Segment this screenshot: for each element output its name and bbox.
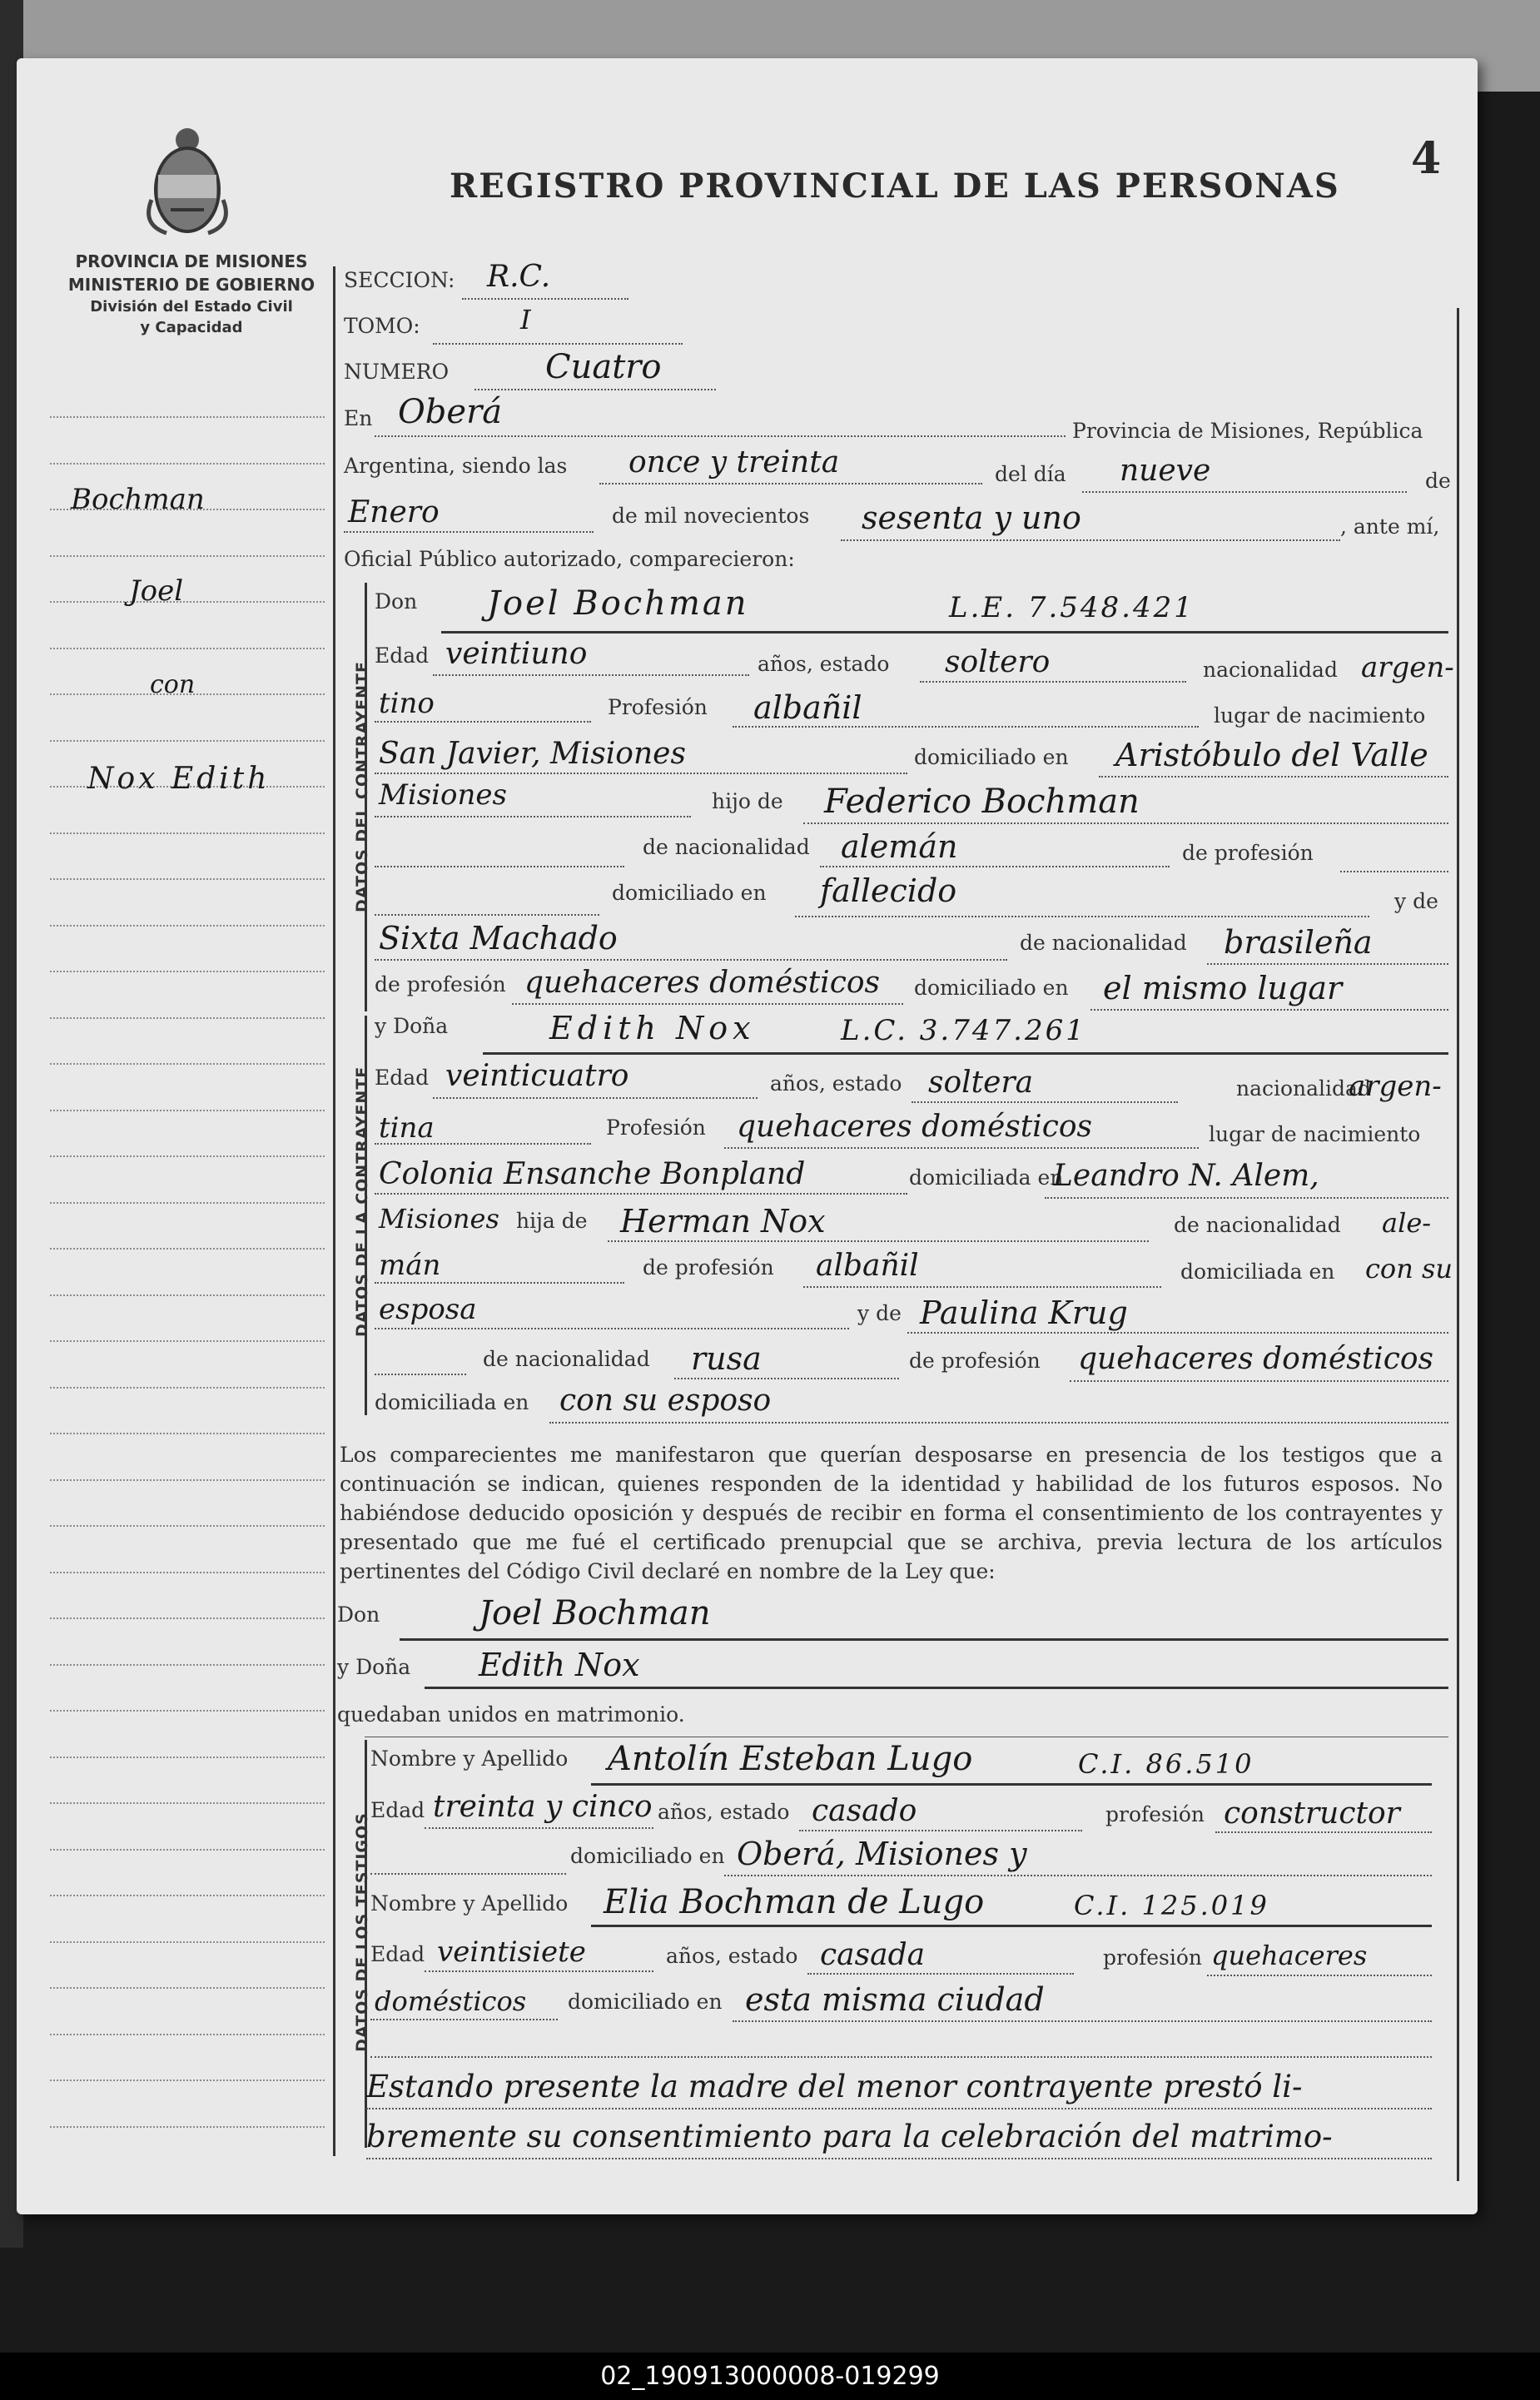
contrayente-f-madre-dom: con su esposo xyxy=(559,1384,772,1418)
margin-ruled-line xyxy=(50,1941,325,1943)
contrayente-f-padre: Herman Nox xyxy=(620,1203,826,1240)
margin-ruled-line xyxy=(50,1387,325,1389)
t2-domicilio: esta misma ciudad xyxy=(745,1981,1045,2018)
institution-line: MINISTERIO DE GOBIERNO xyxy=(67,275,315,295)
profesion-f-label: Profesión xyxy=(606,1116,706,1140)
section-label-contrayente-f: DATOS DE LA CONTRAYENTE xyxy=(353,1066,371,1337)
oficial-text: Oficial Público autorizado, comparecieron: xyxy=(344,547,795,571)
contrayente-padre-dom: fallecido xyxy=(820,872,957,909)
contrayente-estado: soltero xyxy=(945,645,1051,679)
margin-ruled-line xyxy=(50,416,325,418)
yde-label: y de xyxy=(1394,889,1438,913)
margin-note-name: Joel xyxy=(129,574,184,608)
institution-block xyxy=(50,250,333,338)
contrayente-f-domicilio-a: Leandro N. Alem, xyxy=(1053,1159,1319,1193)
profesion-label: Profesión xyxy=(608,695,708,719)
institution-line: División del Estado Civil xyxy=(90,298,293,316)
margin-ruled-line xyxy=(50,601,325,603)
section-label-contrayente: DATOS DEL CONTRAYENTE xyxy=(353,661,371,912)
margin-ruled-line xyxy=(50,1063,325,1065)
margin-ruled-line xyxy=(50,1433,325,1434)
contrayente-f-edad: veinticuatro xyxy=(445,1059,629,1093)
t2-doc: C.I. 125.019 xyxy=(1074,1890,1269,1921)
contrayente-padre: Federico Bochman xyxy=(824,783,1140,821)
t2-anios-estado-label: años, estado xyxy=(666,1944,798,1968)
union-closing: quedaban unidos en matrimonio. xyxy=(337,1702,685,1727)
contrayente-f-madre-nac: rusa xyxy=(691,1340,762,1377)
padre-dom-f-label: domiciliada en xyxy=(1180,1260,1335,1284)
image-id-bar xyxy=(0,2353,1540,2400)
t1-profesion-label: profesión xyxy=(1105,1802,1205,1826)
seccion-value: R.C. xyxy=(487,260,551,294)
padre-nac-f-label: de nacionalidad xyxy=(1174,1213,1341,1237)
domiciliado-label: domiciliado en xyxy=(914,745,1069,769)
contrayente-f-lugar: Colonia Ensanche Bonpland xyxy=(379,1157,806,1191)
contrayente-f-estado: soltera xyxy=(928,1066,1034,1100)
note-line: bremente su consentimiento para la celebración del matrimo- xyxy=(366,2119,1333,2154)
domiciliada-f-label: domiciliada en xyxy=(909,1165,1064,1190)
contrayente-madre-nac: brasileña xyxy=(1224,924,1373,961)
margin-note-con: con xyxy=(150,670,196,699)
margin-ruled-line xyxy=(50,555,325,557)
union-don: Joel Bochman xyxy=(479,1594,711,1632)
yde-f-label: y de xyxy=(857,1301,902,1325)
dona-label: y Doña xyxy=(375,1014,449,1038)
t1-anios-estado-label: años, estado xyxy=(658,1800,790,1824)
contrayente-f-padre-dom-a: con su xyxy=(1365,1253,1453,1284)
madre-dom-f-label: domiciliada en xyxy=(375,1390,529,1414)
contrayente-domicilio-a: Aristóbulo del Valle xyxy=(1115,737,1428,773)
contrayente-f-padre-nac-a: ale- xyxy=(1382,1207,1432,1239)
seccion-label: SECCION: xyxy=(344,268,455,292)
contrayente-f-madre-prof: quehaceres domésticos xyxy=(1078,1342,1434,1376)
t1-domicilio: Oberá, Misiones y xyxy=(737,1836,1027,1872)
contrayente-edad: veintiuno xyxy=(445,637,588,671)
madre-nac-f-label: de nacionalidad xyxy=(483,1347,650,1371)
coat-of-arms-icon xyxy=(142,117,233,241)
ante-label: , ante mí, xyxy=(1340,514,1440,539)
de-label: de xyxy=(1425,469,1451,493)
contrayente-f-padre-prof: albañil xyxy=(816,1249,919,1283)
tomo-value: I xyxy=(520,304,531,335)
margin-ruled-line xyxy=(50,1294,325,1296)
hora-value: once y treinta xyxy=(628,445,840,480)
margin-ruled-line xyxy=(50,1110,325,1111)
madre-prof-label: de profesión xyxy=(375,972,506,996)
margin-ruled-line xyxy=(50,878,325,880)
t1-doc: C.I. 86.510 xyxy=(1078,1748,1254,1780)
contrayente-padre-nac: alemán xyxy=(841,828,958,865)
margin-ruled-line xyxy=(50,832,325,834)
margin-ruled-line xyxy=(50,1479,325,1481)
t2-profesion-label: profesión xyxy=(1103,1945,1203,1970)
t2-edad: veintisiete xyxy=(437,1935,586,1969)
t1-edad: treinta y cinco xyxy=(433,1790,653,1824)
don-label: Don xyxy=(375,589,418,614)
del-dia-label: del día xyxy=(995,462,1066,486)
contrayente-f-domicilio-b: Misiones xyxy=(379,1203,499,1235)
image-id: 02_190913000008-019299 xyxy=(600,2362,940,2391)
contrayente-madre-dom: el mismo lugar xyxy=(1103,970,1343,1006)
dia-value: nueve xyxy=(1120,454,1211,488)
numero-value: Cuatro xyxy=(545,348,662,386)
margin-ruled-line xyxy=(50,1155,325,1157)
madre-dom-label: domiciliado en xyxy=(914,976,1069,1000)
margin-ruled-line xyxy=(50,463,325,465)
union-dona: Edith Nox xyxy=(479,1647,640,1683)
en-label: En xyxy=(344,406,373,430)
contrayente-lugar: San Javier, Misiones xyxy=(379,737,686,771)
margin-ruled-line xyxy=(50,2034,325,2035)
margin-ruled-line xyxy=(50,1849,325,1851)
contrayente-profesion: albañil xyxy=(753,689,862,726)
lugar-label: lugar de nacimiento xyxy=(1214,703,1426,728)
union-dona-label: y Doña xyxy=(337,1655,411,1679)
t2-domiciliado-label: domiciliado en xyxy=(568,1990,723,2014)
margin-ruled-line xyxy=(50,1664,325,1666)
en-value: Oberá xyxy=(398,393,503,431)
document-title: REGISTRO PROVINCIAL DE LAS PERSONAS xyxy=(450,166,1340,206)
margin-note-surname: Bochman xyxy=(71,483,205,516)
margin-ruled-line xyxy=(50,2126,325,2128)
contrayente-f-profesion: quehaceres domésticos xyxy=(737,1110,1093,1144)
numero-label: NUMERO xyxy=(344,360,450,384)
margin-ruled-line xyxy=(50,1802,325,1804)
margin-ruled-line xyxy=(50,1710,325,1712)
contrayente-madre-prof: quehaceres domésticos xyxy=(524,966,881,1000)
margin-ruled-line xyxy=(50,1202,325,1204)
margin-ruled-line xyxy=(50,1617,325,1619)
section-label-testigos: DATOS DE LOS TESTIGOS xyxy=(353,1812,371,2052)
contrayente-f-nombre: Edith Nox xyxy=(549,1010,756,1046)
anios-estado-label: años, estado xyxy=(758,652,890,676)
contrayente-madre: Sixta Machado xyxy=(379,920,618,957)
margin-ruled-line xyxy=(50,971,325,972)
margin-ruled-line xyxy=(50,2080,325,2081)
contrayente-nombre: Joel Bochman xyxy=(487,584,749,623)
t1-domiciliado-label: domiciliado en xyxy=(570,1844,725,1868)
t2-profesion-b: domésticos xyxy=(375,1985,527,2017)
margin-ruled-line xyxy=(50,740,325,742)
nacionalidad-label: nacionalidad xyxy=(1203,658,1338,682)
institution-line: y Capacidad xyxy=(140,319,243,337)
page-number: 4 xyxy=(1411,133,1442,184)
padre-nac-label: de nacionalidad xyxy=(643,835,810,859)
provincia-text: Provincia de Misiones, República xyxy=(1072,419,1423,443)
mil-label: de mil novecientos xyxy=(612,504,810,528)
contrayente-f-padre-nac-b: mán xyxy=(379,1249,441,1282)
lugar-f-label: lugar de nacimiento xyxy=(1209,1122,1421,1146)
t2-edad-label: Edad xyxy=(370,1942,425,1966)
edad-label: Edad xyxy=(375,643,430,668)
institution-line: PROVINCIA DE MISIONES xyxy=(75,251,308,271)
t1-profesion: constructor xyxy=(1224,1796,1400,1831)
margin-ruled-line xyxy=(50,1572,325,1573)
nacionalidad-f-label: nacionalidad xyxy=(1236,1076,1371,1101)
declaration-paragraph: Los comparecientes me manifestaron que querían desposarse en presencia de los testigos que a continuación se indican, quienes responden de la identidad y habilidad de los futuros esposos. No habiéndose deducido oposición y después de recibir en forma el consentimiento de los contrayentes y presentado que me fué el certificado prenupcial que se archiva, previa lectura de los artículos pertinentes del Código Civil declaré en nombre de la Ley que: xyxy=(340,1443,1443,1583)
note-line: Estando presente la madre del menor contrayente prestó li- xyxy=(366,2069,1303,2104)
contrayente-f-padre-dom-b: esposa xyxy=(379,1293,477,1326)
padre-dom-label: domiciliado en xyxy=(612,881,767,905)
contrayente-f-nacionalidad-b: tina xyxy=(379,1111,435,1145)
t1-nombre: Antolín Esteban Lugo xyxy=(608,1740,973,1778)
madre-prof-f-label: de profesión xyxy=(909,1349,1041,1373)
mes-value: Enero xyxy=(348,495,440,529)
margin-ruled-line xyxy=(50,925,325,927)
t2-estado: casada xyxy=(820,1938,926,1972)
margin-note-bride: Nox Edith xyxy=(87,762,271,796)
t2-nombre: Elia Bochman de Lugo xyxy=(604,1883,985,1921)
anio-value: sesenta y uno xyxy=(862,499,1081,536)
margin-ruled-line xyxy=(50,1248,325,1250)
anios-estado-f-label: años, estado xyxy=(770,1071,902,1096)
margin-ruled-line xyxy=(50,1525,325,1527)
margin-ruled-line xyxy=(50,1340,325,1342)
tomo-label: TOMO: xyxy=(344,314,420,338)
main-frame-line xyxy=(333,266,335,2156)
argentina-text: Argentina, siendo las xyxy=(344,454,568,478)
madre-nac-label: de nacionalidad xyxy=(1020,931,1187,955)
padre-prof-f-label: de profesión xyxy=(643,1255,774,1280)
t1-estado: casado xyxy=(812,1794,917,1828)
contrayente-f-madre: Paulina Krug xyxy=(920,1294,1128,1331)
t2-profesion-a: quehaceres xyxy=(1211,1940,1368,1971)
edad-f-label: Edad xyxy=(375,1066,430,1090)
t1-nombre-label: Nombre y Apellido xyxy=(370,1747,569,1771)
t1-edad-label: Edad xyxy=(370,1798,425,1822)
contrayente-domicilio-b: Misiones xyxy=(379,778,507,812)
right-frame-line xyxy=(1457,308,1459,2181)
margin-ruled-line xyxy=(50,1017,325,1019)
hija-label: hija de xyxy=(516,1209,588,1233)
margin-ruled-line xyxy=(50,648,325,649)
union-don-label: Don xyxy=(337,1602,380,1627)
contrayente-f-doc: L.C. 3.747.261 xyxy=(841,1014,1086,1047)
contrayente-f-nacionalidad-a: argen- xyxy=(1349,1070,1442,1103)
padre-prof-label: de profesión xyxy=(1182,841,1314,865)
contrayente-doc: L.E. 7.548.421 xyxy=(949,591,1195,624)
margin-ruled-line xyxy=(50,1987,325,1989)
margin-ruled-line xyxy=(50,1757,325,1758)
contrayente-nacionalidad-b: tino xyxy=(379,687,435,720)
contrayente-nacionalidad-a: argen- xyxy=(1361,651,1454,684)
margin-ruled-line xyxy=(50,1895,325,1896)
hijo-label: hijo de xyxy=(712,789,783,813)
t2-nombre-label: Nombre y Apellido xyxy=(370,1891,569,1916)
